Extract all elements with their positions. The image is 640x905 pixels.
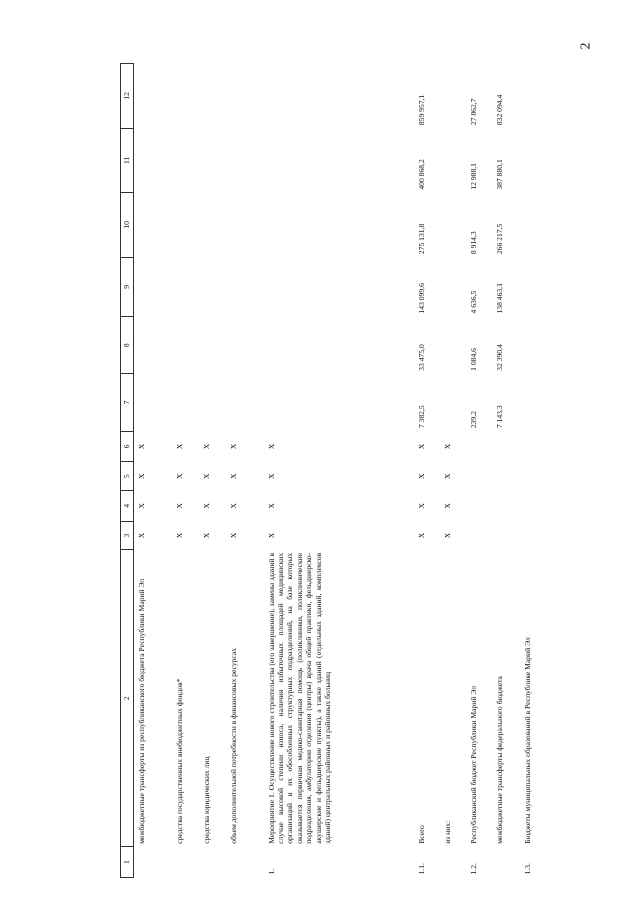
row-number [440, 847, 466, 878]
col-header: 10 [121, 193, 134, 258]
cell-c6: X [201, 443, 211, 450]
cell-c3: X [201, 532, 211, 539]
cell-c3: X [416, 532, 426, 539]
cell-c12: 832 094,4 [494, 94, 504, 126]
col-header: 9 [121, 257, 134, 316]
row-description: межбюджетные трансферты федерального бюджета [494, 676, 504, 844]
cell-c8 [264, 317, 414, 374]
header-row [121, 64, 134, 878]
cell-c3 [466, 521, 492, 550]
row-number [199, 847, 226, 878]
cell-c11 [440, 128, 466, 193]
cell-c9 [226, 257, 264, 316]
cell-c3 [520, 521, 554, 550]
row-number [172, 847, 199, 878]
financing-table [120, 63, 554, 878]
cell-c7 [520, 374, 554, 431]
cell-c3: X [137, 532, 146, 539]
col-header: 2 [121, 550, 134, 847]
cell-c8 [134, 317, 172, 374]
row-description: средства юридических лиц [201, 756, 211, 844]
cell-c9 [440, 257, 466, 316]
col-header: 3 [121, 521, 134, 550]
cell-c4: X [201, 503, 211, 509]
row-description: Бюджеты муниципальных образований в Республике Марий Эл [522, 637, 532, 844]
cell-c10 [440, 193, 466, 258]
cell-c5: X [174, 473, 184, 479]
cell-c11: 12 988,1 [468, 163, 478, 190]
cell-c4 [520, 491, 554, 522]
cell-c4: X [442, 503, 452, 509]
cell-c5: X [228, 473, 238, 479]
row-number: 1. [266, 868, 276, 875]
cell-c6 [466, 431, 492, 462]
cell-c4: X [266, 503, 276, 509]
cell-c4: X [174, 503, 184, 509]
cell-c10 [199, 193, 226, 258]
cell-c12 [226, 64, 264, 129]
row-number: 1.1. [416, 863, 426, 875]
col-header: 5 [121, 462, 134, 491]
cell-c6: X [266, 443, 276, 450]
cell-c12 [520, 64, 554, 129]
col-header: 4 [121, 491, 134, 522]
cell-c12 [199, 64, 226, 129]
table-row [414, 64, 440, 878]
cell-c9 [264, 257, 414, 316]
cell-c5 [466, 462, 492, 491]
cell-c10 [172, 193, 199, 258]
cell-c9 [134, 257, 172, 316]
cell-c8 [440, 317, 466, 374]
cell-c9 [520, 257, 554, 316]
table-row [134, 64, 172, 878]
cell-c11: 400 868,2 [416, 159, 426, 190]
cell-c11 [172, 128, 199, 193]
row-description: Мероприятие 1. Осуществление нового строительства (его завершение), замены зданий в случае высокой степени износа, наличия избыточных площадей медицинских организаций и их обособленных структурных подразделений, на базе которых оказывается первичная медико-санитарная помощь (поликлиники, поликлинические подразделения, амбулатории отделения (центры) врача общей практики, фельдшерско-акушерские и фельдшерские пункты), а также зданий (отдельных зданий, комплексов зданий) центральных районных и районных больниц [266, 552, 333, 844]
row-description: из них: [442, 820, 452, 844]
cell-c12: 859 957,1 [416, 94, 426, 126]
cell-c3: X [442, 532, 452, 539]
cell-c6: X [442, 443, 452, 450]
cell-c7: 7 143,3 [494, 405, 504, 429]
row-description: объем дополнительной потребности в финансовых ресурсах [228, 647, 238, 844]
cell-c6: X [228, 443, 238, 450]
row-description: межбюджетные трансферты из республиканского бюджета Республики Марий Эл [137, 578, 146, 844]
table-row [466, 64, 492, 878]
cell-c6: X [137, 443, 146, 450]
cell-c5 [520, 462, 554, 491]
table-row [199, 64, 226, 878]
cell-c12: 27 862,7 [468, 98, 478, 126]
cell-c9: 138 463,1 [494, 283, 504, 314]
cell-c5 [492, 462, 520, 491]
cell-c7 [226, 374, 264, 431]
cell-c12 [264, 64, 414, 129]
cell-c4 [492, 491, 520, 522]
cell-c8: 1 084,6 [468, 348, 478, 371]
cell-c5: X [201, 473, 211, 479]
cell-c7: 7 382,5 [416, 405, 426, 429]
cell-c7 [264, 374, 414, 431]
row-number: 1.3. [522, 863, 532, 875]
cell-c7 [440, 374, 466, 431]
cell-c11 [134, 128, 172, 193]
col-header: 11 [121, 128, 134, 193]
row-number [492, 847, 520, 878]
cell-c4: X [228, 503, 238, 509]
cell-c8 [172, 317, 199, 374]
cell-c10: 8 914,3 [468, 231, 478, 255]
cell-c11 [199, 128, 226, 193]
cell-c6 [520, 431, 554, 462]
cell-c7 [172, 374, 199, 431]
cell-c3: X [174, 532, 184, 539]
cell-c12 [172, 64, 199, 129]
cell-c11: 387 880,1 [494, 159, 504, 190]
row-description: Всего [416, 825, 426, 844]
row-description: Республиканский бюджет Республики Марий Эл [468, 685, 478, 844]
cell-c10 [520, 193, 554, 258]
row-number: 1.2. [468, 863, 478, 875]
cell-c9: 4 636,5 [468, 290, 478, 314]
table-row [172, 64, 199, 878]
cell-c8: 32 390,4 [494, 344, 504, 371]
table-row [440, 64, 466, 878]
row-description: средства государственных внебюджетных фондов* [174, 678, 184, 844]
cell-c7: 239,2 [468, 411, 478, 429]
row-number [226, 847, 264, 878]
table-row [492, 64, 520, 878]
cell-c10 [134, 193, 172, 258]
cell-c5: X [416, 473, 426, 479]
col-header: 8 [121, 317, 134, 374]
cell-c11 [520, 128, 554, 193]
cell-c10: 266 217,5 [494, 223, 504, 255]
cell-c10 [226, 193, 264, 258]
table-row [226, 64, 264, 878]
cell-c8 [520, 317, 554, 374]
col-header: 1 [121, 847, 134, 878]
cell-c12 [134, 64, 172, 129]
row-number [134, 847, 172, 878]
cell-c4: X [416, 503, 426, 509]
cell-c4 [466, 491, 492, 522]
cell-c7 [199, 374, 226, 431]
cell-c9 [199, 257, 226, 316]
cell-c7 [134, 374, 172, 431]
table-row [520, 64, 554, 878]
cell-c9: 143 099,6 [416, 283, 426, 314]
cell-c11 [226, 128, 264, 193]
cell-c3: X [266, 532, 276, 539]
cell-c6: X [416, 443, 426, 450]
cell-c12 [440, 64, 466, 129]
cell-c9 [172, 257, 199, 316]
cell-c8: 33 475,0 [416, 344, 426, 371]
cell-c5: X [137, 473, 146, 479]
col-header: 12 [121, 64, 134, 129]
cell-c5: X [266, 473, 276, 479]
cell-c5: X [442, 473, 452, 479]
col-header: 6 [121, 431, 134, 462]
cell-c6 [492, 431, 520, 462]
cell-c4: X [137, 503, 146, 509]
table-row [264, 64, 414, 878]
cell-c6: X [174, 443, 184, 450]
rotated-table-container [120, 63, 532, 878]
cell-c3 [492, 521, 520, 550]
cell-c8 [226, 317, 264, 374]
cell-c3: X [228, 532, 238, 539]
cell-c11 [264, 128, 414, 193]
col-header: 7 [121, 374, 134, 431]
cell-c10 [264, 193, 414, 258]
cell-c8 [199, 317, 226, 374]
cell-c10: 275 131,8 [416, 223, 426, 255]
page-number: 2 [578, 42, 594, 50]
